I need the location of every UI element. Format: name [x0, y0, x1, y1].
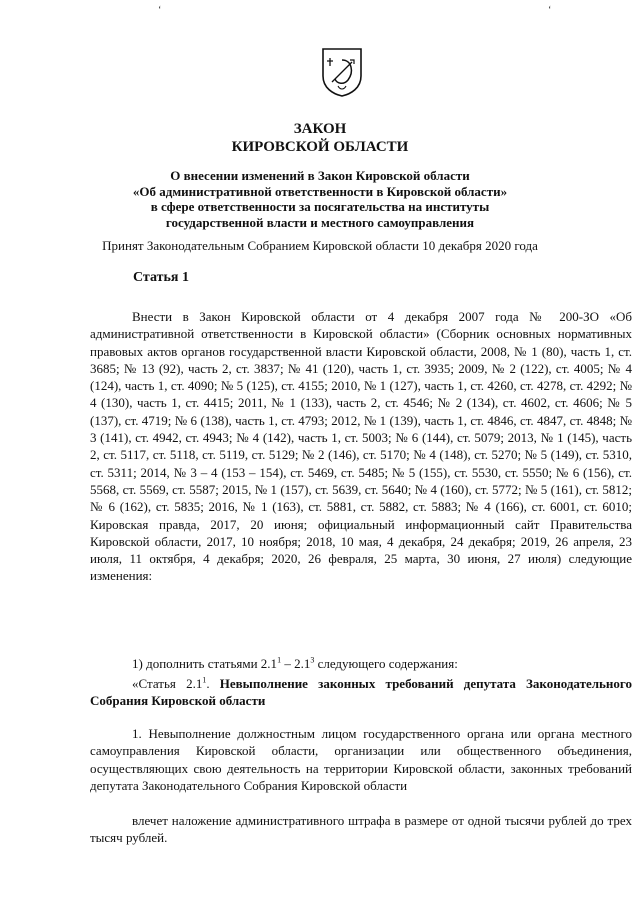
subtitle-line: государственной власти и местного самоуправления [165, 214, 475, 230]
law-region: КИРОВСКОЙ ОБЛАСТИ [231, 139, 409, 155]
item-1-text: 1) дополнить статьями 2.1 [132, 656, 278, 671]
new-article-dot: . [206, 676, 210, 691]
item-1-superscript: 3 [310, 655, 315, 665]
new-article-paragraph [90, 675, 632, 710]
item-1-text: следующего содержания: [314, 656, 458, 671]
subtitle-line: О внесении изменений в Закон Кировской области [170, 168, 470, 183]
penalty-paragraph: влечет наложение административного штрафа в размере от одной тысячи рублей до трех тысяч рублей. [90, 813, 632, 846]
item-1-paragraph [90, 655, 632, 672]
law-subtitle [60, 168, 580, 230]
subtitle-line: «Об административной ответственности в Кировской области» [132, 183, 508, 199]
item-1-superscript: 1 [277, 655, 282, 665]
article-heading: Статья 1 [133, 270, 189, 285]
adoption-note: Принят Законодательным Собранием Кировской области 10 декабря 2020 года [102, 238, 538, 253]
coat-of-arms-emblem [320, 46, 364, 98]
item-1-text: – 2.1 [281, 656, 311, 671]
top-mark-left: ‘ [158, 5, 162, 16]
subtitle-line: в сфере ответственности за посягательства на институты [150, 199, 490, 214]
new-article-superscript: 1 [202, 675, 207, 685]
article-intro-paragraph: Внести в Закон Кировской области от 4 декабря 2007 года № 200-ЗО «Об административной ответственности в Кировской области» (Сборник основных нормативных правовых актов органов государственной власти Кировской области, 2008, № 1 (80), часть 1, ст. 3685; № 13 (92), часть 2, ст. 3837; № 41 (120), часть 1, ст. 3935; 2009, № 2 (122), ст. 4005; № 4 (124), часть 1, ст. 4090; № 5 (125), ст. 4155; 2010, № 1 (127), часть 1, ст. 4260, ст. 4278, ст. 4292; № 4 (130), часть 1, ст. 4415; 2011, № 1 (133), часть 2, ст. 4546; № 2 (134), ст. 4602, ст. 4606; № 5 (137), ст. 4719; № 6 (138), часть 1, ст. 4793; 2012, № 1 (139), часть 1, ст. 4846, ст. 4847, ст. 4848; № 3 (141), ст. 4942, ст. 4943; № 4 (142), часть 1, ст. 5003; № 6 (144), ст. 5079; 2013, № 1 (145), часть 2, ст. 5117, ст. 5118, ст. 5119, ст. 5129; № 2 (146), ст. 5170; № 4 (148), ст. 5270; № 5 (149), ст. 5310, ст. 5311; 2014, № 3 – 4 (153 – 154), ст. 5469, ст. 5485; № 5 (155), ст. 5530, ст. 5550; № 6 (156), ст. 5568, ст. 5569, ст. 5587; 2015, № 1 (157), ст. 5639, ст. 5640; № 4 (160), ст. 5772; № 5 (161), ст. 5812; № 6 (162), ст. 5835; 2016, № 1 (163), ст. 5881, ст. 5882, ст. 5883; № 4 (166), ст. 6001, ст. 6010; Кировская правда, 2017, 20 июня; официальный информационный сайт Правительства Кировской области, 2017, 10 ноября; 2018, 10 мая, 4 декабря, 24 декабря; 2019, 26 апреля, 23 июля, 11 октября, 4 декабря; 2020, 26 февраля, 25 марта, 30 июня, 27 июля) следующие изменения: [90, 309, 632, 584]
new-article-label: «Статья 2.1 [132, 676, 203, 691]
clause-1-paragraph: 1. Невыполнение должностным лицом государственного органа или органа местного самоуправления Кировской области, организации или общественного объединения, осуществляющих свою деятельность на территории Кировской области, законных требований депутата Законодательного Собрания Кировской области [90, 726, 632, 793]
top-mark-right: ‘ [548, 5, 552, 16]
law-title: ЗАКОН [293, 121, 347, 137]
new-article-title: Невыполнение законных требований депутата Законодательного Собрания Кировской области [90, 676, 632, 709]
